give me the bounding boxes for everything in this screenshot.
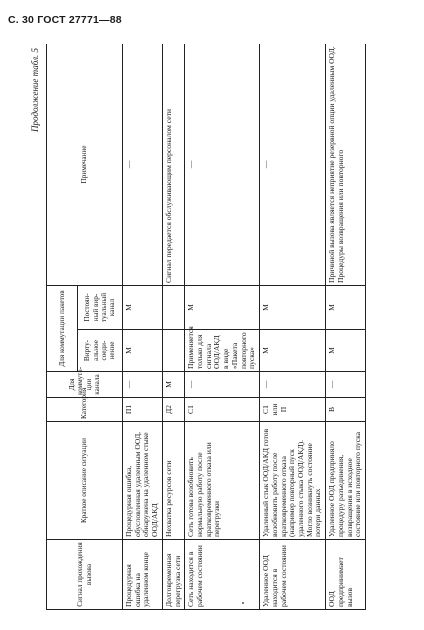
cell-description: Сеть готова возобновить нормальную работу после кратковременного отказа или перегрузки (185, 422, 260, 540)
col-header-description: Краткое описание ситуации (47, 422, 123, 540)
cell-note: Сигнал передается обслуживающим персоналом сети (162, 44, 184, 285)
cell-signal: ООД предпринимает вызов (326, 540, 366, 610)
col-header-channel-switching: Для коммута-ции канала (47, 372, 123, 398)
table-row (185, 44, 260, 610)
table-row (260, 44, 326, 610)
cell-channel: М (162, 372, 184, 398)
cell-virtual: М (260, 330, 326, 372)
rotated-table-area (30, 44, 394, 610)
cell-permanent: М (260, 285, 326, 329)
cell-permanent (162, 285, 184, 329)
table-row (326, 44, 366, 610)
cell-description: Удаленное ООД предприняло процедуру разъединения, возвращения в исходное состояние или повторного пуска (326, 422, 366, 540)
cell-virtual (162, 330, 184, 372)
signals-table (46, 44, 366, 610)
cell-note: Причиной вызова является неприятие резервной опции удаленным ООД. Процедуры возвращения или повторного (326, 44, 366, 285)
cell-description: Удаленный стык ООД/АКД готов возобновить работу после кратковременного отказа (например повторный пуск удаленного стыка ООД/АКД). Могло возникнуть состояние потери данных (260, 422, 326, 540)
cell-category: Д2 (162, 398, 184, 422)
cell-virtual: М (326, 330, 366, 372)
cell-signal: Долговременная перегрузка сети (162, 540, 184, 610)
cell-channel: — (326, 372, 366, 398)
table-header-row (47, 44, 78, 610)
cell-signal: Процедурная ошибка на удаленном конце (123, 540, 163, 610)
cell-signal: Удаленное ООД находится в рабочем состоянии (260, 540, 326, 610)
cell-channel: — (123, 372, 163, 398)
cell-signal: Сеть находится в рабочем состоянии (185, 540, 260, 610)
table-row (123, 44, 163, 610)
table-row (162, 44, 184, 610)
col-header-note: Примечание (47, 44, 123, 285)
cell-virtual: Применяется только для сигнала ООД/АКД в виде «Пакета повторного пуска» (185, 330, 260, 372)
cell-note: — (123, 44, 163, 285)
col-header-signal: Сигнал прохождения вызова (47, 540, 123, 610)
cell-permanent: М (123, 285, 163, 329)
cell-virtual: М (123, 330, 163, 372)
cell-description: Процедурная ошибка, обусловленная удаленным ООД, обнаружена на удаленном стыке ООД/АКД (123, 422, 163, 540)
col-header-virtual: Вирту-альное соеди-нение (78, 330, 123, 372)
cell-channel: — (185, 372, 260, 398)
cell-description: Нехватка ресурсов сети (162, 422, 184, 540)
scan-speck (242, 602, 244, 604)
cell-category: С1 или П (260, 398, 326, 422)
col-header-packet-switching: Для коммутации пакетов (47, 285, 78, 371)
col-header-permanent: Постоян-ный вир-туальный канал (78, 285, 123, 329)
cell-note: — (260, 44, 326, 285)
cell-category: В (326, 398, 366, 422)
landscape-container (30, 44, 394, 610)
cell-category: П1 (123, 398, 163, 422)
cell-channel: — (260, 372, 326, 398)
cell-permanent: М (185, 285, 260, 329)
cell-note: — (185, 44, 260, 285)
page-header: С. 30 ГОСТ 27771—88 (8, 14, 122, 26)
cell-category: С1 (185, 398, 260, 422)
table-continuation-caption: Продолжение табл. 5 (30, 48, 40, 132)
col-header-category: Категория (47, 398, 123, 422)
cell-permanent: М (326, 285, 366, 329)
